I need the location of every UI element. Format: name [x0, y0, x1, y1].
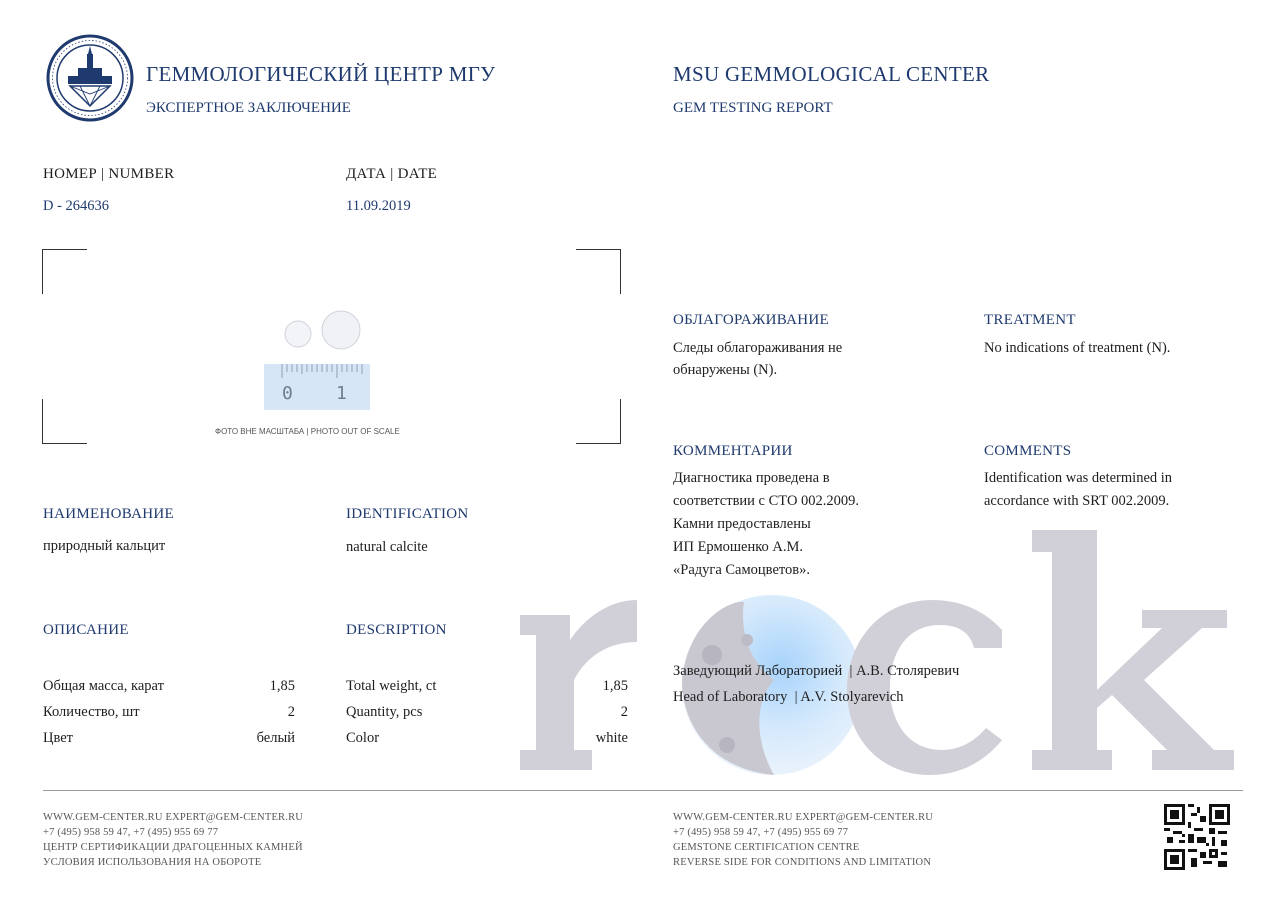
- identification-value-en: natural calcite: [346, 539, 428, 555]
- row-weight-ru-value: 1,85: [269, 678, 295, 694]
- signature-en: Head of Laboratory | A.V. Stolyarevich: [673, 689, 904, 705]
- frame-corner-tl: [42, 249, 87, 294]
- qr-code-icon: [1164, 804, 1230, 870]
- footer-right-line-1: WWW.GEM-CENTER.RU EXPERT@GEM-CENTER.RU: [673, 812, 934, 823]
- comments-ru-line-4: ИП Ермошенко А.М.: [673, 539, 804, 555]
- row-quantity-ru-value: 2: [287, 704, 295, 720]
- scale-zero: 0: [282, 383, 293, 404]
- date-value: 11.09.2019: [346, 198, 411, 214]
- gem-photo: [262, 306, 372, 412]
- row-quantity-ru: Количество, шт: [43, 704, 140, 720]
- stones-image: [262, 306, 372, 412]
- comments-ru-line-5: «Радуга Самоцветов».: [673, 562, 810, 578]
- subtitle-ru: ЭКСПЕРТНОЕ ЗАКЛЮЧЕНИЕ: [146, 100, 351, 116]
- footer-divider: [43, 790, 1243, 791]
- footer-left-line-4: УСЛОВИЯ ИСПОЛЬЗОВАНИЯ НА ОБОРОТЕ: [43, 857, 262, 868]
- row-weight-en-value: 1,85: [602, 678, 628, 694]
- frame-corner-tr: [576, 249, 621, 294]
- comments-ru-line-2: соответствии с СТО 002.2009.: [673, 493, 860, 509]
- row-quantity-en-value: 2: [620, 704, 628, 720]
- msu-seal-icon: [46, 34, 134, 122]
- description-label-ru: ОПИСАНИЕ: [43, 622, 129, 638]
- number-value: D - 264636: [43, 198, 110, 214]
- row-color-ru-value: белый: [256, 730, 295, 746]
- identification-label-ru: НАИМЕНОВАНИЕ: [43, 506, 174, 522]
- comments-ru-line-1: Диагностика проведена в: [673, 470, 830, 486]
- treatment-label-ru: ОБЛАГОРАЖИВАНИЕ: [673, 312, 829, 328]
- signature-ru: Заведующий Лабораторией | А.В. Столяревич: [673, 663, 960, 679]
- footer-right-line-3: GEMSTONE CERTIFICATION CENTRE: [673, 842, 860, 853]
- frame-corner-bl: [42, 399, 87, 444]
- row-weight-ru: Общая масса, карат: [43, 678, 164, 694]
- footer-left-line-1: WWW.GEM-CENTER.RU EXPERT@GEM-CENTER.RU: [43, 812, 304, 823]
- qr-code[interactable]: [1164, 804, 1230, 870]
- treatment-value-ru-1: Следы облагораживания не: [673, 340, 843, 356]
- title-en: MSU GEMMOLOGICAL CENTER: [673, 62, 990, 86]
- row-color-en: Color: [346, 730, 380, 746]
- row-weight-en: Total weight, ct: [346, 678, 437, 694]
- description-label-en: DESCRIPTION: [346, 622, 447, 638]
- row-color-ru: Цвет: [43, 730, 74, 746]
- comments-label-en: COMMENTS: [984, 443, 1072, 459]
- footer-right-line-4: REVERSE SIDE FOR CONDITIONS AND LIMITATION: [673, 857, 932, 868]
- scale-one: 1: [336, 383, 347, 404]
- frame-corner-br: [576, 399, 621, 444]
- treatment-value-ru-2: обнаружены (N).: [673, 362, 778, 378]
- comments-label-ru: КОММЕНТАРИИ: [673, 443, 793, 459]
- comments-ru-line-3: Камни предоставлены: [673, 516, 811, 532]
- footer-right-line-2: +7 (495) 958 59 47, +7 (495) 955 69 77: [673, 827, 849, 838]
- photo-caption: ФОТО ВНЕ МАСШТАБА | PHOTO OUT OF SCALE: [215, 427, 400, 436]
- subtitle-en: GEM TESTING REPORT: [673, 100, 833, 116]
- treatment-label-en: TREATMENT: [984, 312, 1076, 328]
- date-label: ДАТА | DATE: [346, 166, 438, 182]
- identification-value-ru: природный кальцит: [43, 538, 166, 554]
- row-quantity-en: Quantity, pcs: [346, 704, 423, 720]
- identification-label-en: IDENTIFICATION: [346, 506, 469, 522]
- footer-left-line-2: +7 (495) 958 59 47, +7 (495) 955 69 77: [43, 827, 219, 838]
- number-label: НОМЕР | NUMBER: [43, 166, 175, 182]
- treatment-value-en: No indications of treatment (N).: [984, 340, 1171, 356]
- comments-en-line-2: accordance with SRT 002.2009.: [984, 493, 1170, 509]
- title-ru: ГЕММОЛОГИЧЕСКИЙ ЦЕНТР МГУ: [146, 62, 496, 86]
- comments-en-line-1: Identification was determined in: [984, 470, 1173, 486]
- row-color-en-value: white: [595, 730, 628, 746]
- msu-logo: [46, 34, 134, 122]
- footer-left-line-3: ЦЕНТР СЕРТИФИКАЦИИ ДРАГОЦЕННЫХ КАМНЕЙ: [43, 842, 303, 853]
